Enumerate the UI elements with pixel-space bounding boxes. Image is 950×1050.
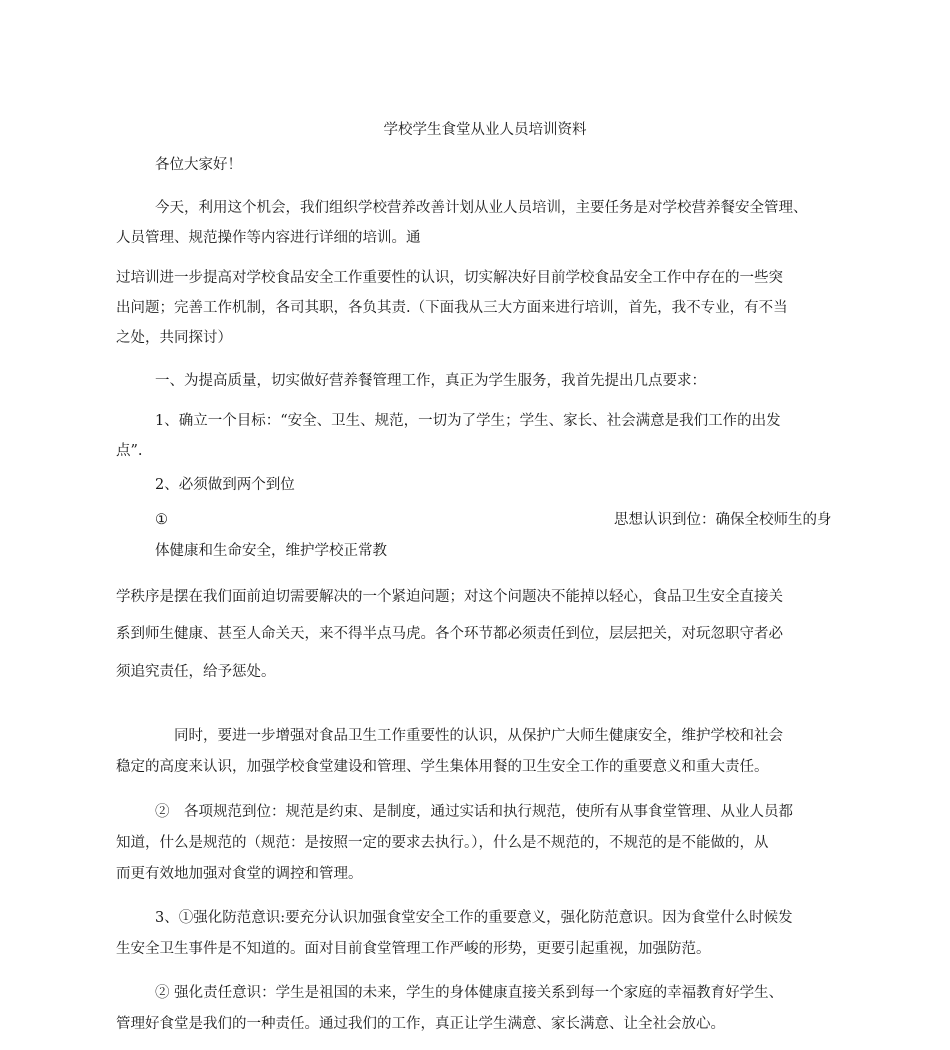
paragraph-line: 之处，共同探讨） — [116, 330, 232, 346]
paragraph-line: 今天，利用这个机会，我们组织学校营养改善计划从业人员培训，主要任务是对学校营养餐安全管理、 — [155, 200, 808, 216]
paragraph-line: 学秩序是摆在我们面前迫切需要解决的一个紧迫问题；对这个问题决不能掉以轻心，食品卫生安全直接关 — [116, 589, 783, 605]
paragraph-line: 稳定的高度来认识，加强学校食堂建设和管理、学生集体用餐的卫生安全工作的重要意义和重大责任。 — [116, 759, 769, 775]
paragraph-line: 须追究责任，给予惩处。 — [116, 664, 276, 680]
paragraph-line: ② 各项规范到位：规范是约束、是制度，通过实话和执行规范，使所有从事食堂管理、从业人员都 — [155, 804, 793, 820]
section-heading: 一、为提高质量，切实做好营养餐管理工作，真正为学生服务，我首先提出几点要求： — [155, 373, 706, 389]
paragraph-line: 过培训进一步提高对学校食品安全工作重要性的认识，切实解决好目前学校食品安全工作中存在的一些突 — [116, 270, 783, 286]
greeting: 各位大家好！ — [155, 157, 242, 173]
paragraph-line: 而更有效地加强对食堂的调控和管理。 — [116, 866, 363, 882]
paragraph-line: 生安全卫生事件是不知道的。面对目前食堂管理工作严峻的形势，更要引起重视，加强防范。 — [116, 941, 711, 957]
paragraph-line: 系到师生健康、甚至人命关天，来不得半点马虎。各个环节都必须责任到位，层层把关，对玩忽职守者必 — [116, 626, 783, 642]
paragraph-line: 同时，要进一步增强对食品卫生工作重要性的认识，从保护广大师生健康安全，维护学校和社会 — [174, 728, 783, 744]
paragraph-line: ② 强化责任意识：学生是祖国的未来，学生的身体健康直接关系到每一个家庭的幸福教育好学生、 — [155, 985, 784, 1001]
paragraph-line: 3、①强化防范意识:要充分认识加强食堂安全工作的重要意义，强化防范意识。因为食堂什么时候发 — [155, 910, 793, 926]
paragraph-line: 管理好食堂是我们的一种责任。通过我们的工作，真正让学生满意、家长满意、让全社会放心。 — [116, 1016, 725, 1032]
list-item-line: 1、确立一个目标：“安全、卫生、规范，一切为了学生；学生、家长、社会满意是我们工作的出发 — [155, 413, 781, 429]
paragraph-line: 思想认识到位：确保全校师生的身 — [614, 512, 832, 528]
paragraph-line: 出问题；完善工作机制，各司其职，各负其责.（下面我从三大方面来进行培训，首先，我不专业，有不当 — [116, 300, 788, 316]
list-item-line: 点”. — [116, 443, 143, 459]
list-item-line: 2、必须做到两个到位 — [155, 477, 295, 493]
paragraph-line: 体健康和生命安全，维护学校正常教 — [155, 543, 387, 559]
document-title: 学校学生食堂从业人员培训资料 — [383, 122, 587, 138]
paragraph-line: 知道，什么是规范的（规范：是按照一定的要求去执行。），什么是不规范的，不规范的是不能做的，从 — [116, 835, 769, 851]
circled-number-one: ① — [155, 512, 168, 528]
paragraph-line: 人员管理、规范操作等内容进行详细的培训。通 — [116, 230, 421, 246]
